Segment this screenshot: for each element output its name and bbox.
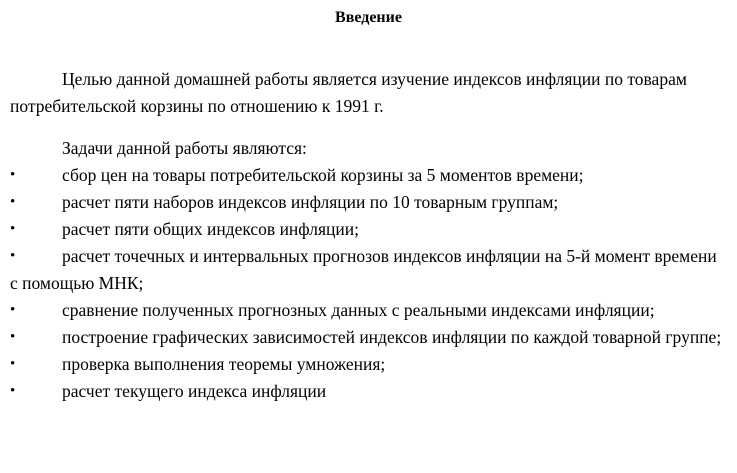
bullet-icon: • — [10, 356, 16, 372]
page-title: Введение — [335, 9, 402, 26]
bullet-icon: • — [10, 221, 16, 237]
bullet-icon: • — [10, 167, 16, 183]
list-item — [10, 324, 727, 351]
task-text: расчет текущего индекса инфляции — [62, 381, 327, 401]
bullet-icon: • — [10, 248, 16, 264]
task-text: расчет точечных и интервальных прогнозов индексов инфляции на 5-й момент времени с помощью МНК; — [10, 246, 717, 293]
task-text: сравнение полученных прогнозных данных с реальными индексами инфляции; — [62, 300, 655, 320]
list-item — [10, 216, 727, 243]
task-list — [10, 162, 727, 405]
bullet-icon: • — [10, 194, 16, 210]
bullet-icon: • — [10, 383, 16, 399]
list-item — [10, 189, 727, 216]
list-item — [10, 243, 727, 297]
list-item — [10, 162, 727, 189]
bullet-icon: • — [10, 329, 16, 345]
task-text: сбор цен на товары потребительской корзины за 5 моментов времени; — [62, 165, 584, 185]
intro-paragraph: Целью данной домашней работы является изучение индексов инфляции по товарам потребительской корзины по отношению к 1991 г. — [10, 69, 687, 116]
list-item — [10, 378, 727, 405]
list-item — [10, 297, 727, 324]
task-text: расчет пяти наборов индексов инфляции по 10 товарным группам; — [62, 192, 559, 212]
task-text: построение графических зависимостей индексов инфляции по каждой товарной группе; — [62, 327, 722, 347]
tasks-label: Задачи данной работы являются: — [62, 138, 307, 158]
task-text: проверка выполнения теоремы умножения; — [62, 354, 386, 374]
bullet-icon: • — [10, 302, 16, 318]
list-item — [10, 351, 727, 378]
task-text: расчет пяти общих индексов инфляции; — [62, 219, 359, 239]
